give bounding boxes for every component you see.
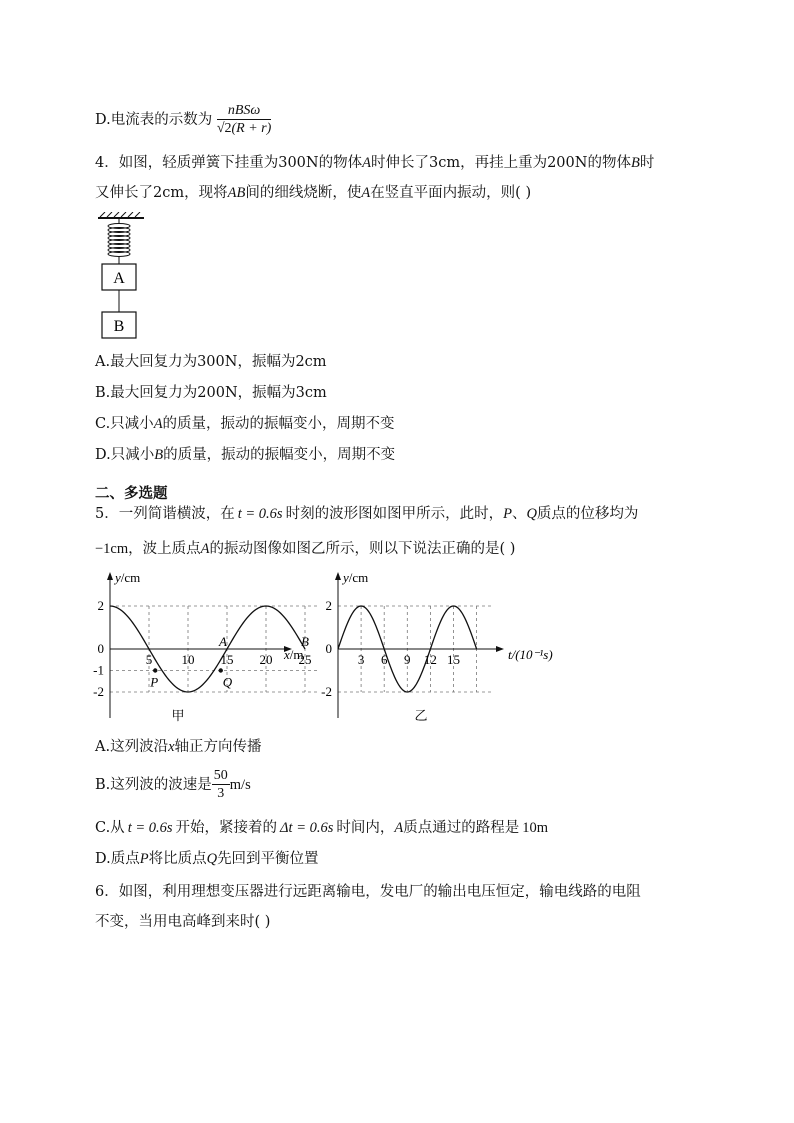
text: ，现将 [184, 185, 228, 201]
text: 质点通过的路程是 [403, 820, 520, 836]
variable: Q [526, 506, 537, 522]
vibration-graph-yi [318, 568, 566, 728]
q5-stem-line2 [95, 539, 515, 559]
y-label-unit: /cm [120, 570, 141, 585]
text: C.只减小 [95, 416, 154, 432]
text: 先回到平衡位置 [217, 851, 319, 867]
text: 的物体 [587, 155, 631, 171]
q5-stem-line1 [95, 504, 638, 524]
variable: Q [206, 851, 218, 867]
ceiling-hatch [100, 212, 140, 217]
text: 时刻的波形图如图甲所示，此时， [285, 506, 504, 522]
variable: AB [227, 185, 246, 201]
text: ，波上质点 [128, 541, 201, 557]
text: 在竖直平面内振动，则( ) [370, 185, 532, 201]
text: 开始，紧接着的 [175, 820, 278, 836]
text: 时伸长了 [370, 155, 429, 171]
block-b-label: B [113, 318, 125, 335]
value: 3cm [428, 155, 461, 171]
text: 又伸长了 [95, 185, 153, 201]
y-tick-labels [93, 598, 104, 699]
q6-stem-line1: 6．如图，利用理想变压器进行远距离输电，发电厂的输出电压恒定，输电线路的电阻 [95, 884, 641, 900]
x-tick-label: 6 [380, 652, 388, 667]
y-label-var: y [115, 570, 121, 585]
point-q-dot [219, 668, 223, 672]
x-tick-label: 10 [181, 652, 195, 667]
x-tick-labels [358, 652, 460, 667]
y-axis-arrow-icon [335, 572, 341, 580]
variable: A [394, 820, 404, 836]
block-a-label: A [113, 270, 125, 287]
time-value: t = 0.6s [237, 506, 283, 522]
text: 将比质点 [148, 851, 207, 867]
variable: B [154, 447, 164, 463]
y-tick-label: -2 [93, 684, 104, 699]
chart-title: 乙 [414, 708, 428, 723]
text: 、 [511, 506, 527, 522]
variable: A [361, 185, 371, 201]
text: C.从 [95, 820, 125, 836]
q3-option-d [95, 100, 271, 140]
q5-option-b [95, 765, 251, 805]
text: 的质量，振动的振幅变小，周期不变 [162, 416, 395, 432]
q5-option-c [95, 818, 548, 838]
text: A.这列波沿 [95, 739, 169, 755]
text: 的物体 [318, 155, 363, 171]
time-value: t = 0.6s [127, 820, 173, 836]
x-axis-arrow-icon [496, 646, 504, 652]
value: −1cm [95, 541, 129, 557]
text: 间的细线烧断，使 [245, 185, 362, 201]
value: 10m [522, 820, 549, 836]
text: 轴正方向传播 [174, 739, 262, 755]
y-tick-label: -2 [321, 684, 332, 699]
text: B.这列波的波速是 [95, 777, 212, 793]
section-heading: 二、多选题 [95, 486, 168, 502]
speed-fraction [212, 768, 230, 803]
y-tick-label: 2 [97, 598, 104, 613]
x-label-var: x [284, 647, 290, 662]
q4-stem-line1 [95, 153, 654, 173]
y-tick-label: 0 [97, 641, 104, 656]
fraction-numerator: 50 [213, 767, 228, 783]
q4-option-c [95, 414, 395, 434]
text: 的振动图像如图乙所示，则以下说法正确的是( ) [209, 541, 516, 557]
text: D.质点 [95, 851, 140, 867]
text: 的质量，振动的振幅变小，周期不变 [163, 447, 396, 463]
q3-option-d-fraction [217, 103, 271, 138]
q4-option-d [95, 445, 395, 465]
text: 时间内， [336, 820, 395, 836]
y-axis-arrow-icon [107, 572, 113, 580]
spring [108, 218, 130, 264]
variable: A [362, 155, 371, 171]
point-q-label: Q [222, 674, 233, 690]
variable: P [139, 851, 149, 867]
text: 5．一列简谐横波，在 [95, 506, 235, 522]
interval-value: Δt = 0.6s [280, 820, 334, 836]
value: 2cm [153, 185, 185, 201]
resistance-sum: (R + r) [231, 120, 272, 136]
y-axis-label [113, 570, 140, 585]
q4-stem-line2 [95, 183, 531, 203]
variable: P [503, 506, 512, 522]
point-b-label: B [301, 634, 309, 649]
y-axis-label [341, 570, 368, 585]
spring-figure [96, 212, 148, 342]
variable: A [153, 416, 163, 432]
text: 4．如图，轻质弹簧下挂重为 [95, 155, 279, 171]
y-tick-labels [321, 598, 332, 699]
point-p-label: P [150, 674, 159, 690]
value: 300N [278, 155, 319, 171]
y-label-unit: /cm [348, 570, 369, 585]
chart-title: 甲 [171, 708, 185, 723]
y-tick-label: 0 [325, 641, 332, 656]
y-tick-label: 2 [325, 598, 332, 613]
text: 质点的位移均为 [536, 506, 639, 522]
variable: B [630, 155, 640, 171]
x-tick-label: 15 [220, 652, 234, 667]
q4-option-b: B.最大回复力为200N，振幅为3cm [95, 385, 327, 401]
text: D.只减小 [95, 447, 155, 463]
fraction-denominator [217, 120, 271, 138]
value: 200N [547, 155, 588, 171]
y-tick-label: -1 [93, 662, 104, 678]
point-a-label: A [219, 634, 227, 649]
q5-option-d [95, 849, 319, 869]
y-label-var: y [343, 570, 349, 585]
fraction-numerator: nBSω [217, 103, 271, 120]
x-tick-label: 12 [423, 652, 437, 667]
x-tick-label: 15 [447, 652, 460, 667]
unit: m/s [229, 777, 251, 793]
fraction-denominator: 3 [217, 785, 225, 801]
variable: A [200, 541, 210, 557]
q4-option-a: A.最大回复力为300N，振幅为2cm [95, 354, 327, 370]
x-tick-label: 9 [404, 652, 411, 667]
x-tick-label: 20 [259, 652, 273, 667]
text: 时 [639, 155, 655, 171]
x-label-unit: /m [289, 647, 304, 662]
sqrt-two: √2 [216, 120, 232, 136]
point-p-dot [153, 668, 157, 672]
q6-stem-line2: 不变，当用电高峰到来时( ) [95, 914, 271, 930]
q3-option-d-text: D.电流表的示数为 [95, 112, 213, 128]
variable: x [168, 739, 175, 755]
q5-option-a [95, 737, 262, 757]
x-axis-label: t/(10⁻¹s) [508, 647, 553, 662]
x-tick-label: 25 [298, 652, 312, 667]
text: ，再挂上重为 [460, 155, 548, 171]
x-tick-label: 3 [357, 652, 365, 667]
x-tick-label: 5 [145, 652, 153, 667]
wave-graph-jia [88, 568, 320, 728]
